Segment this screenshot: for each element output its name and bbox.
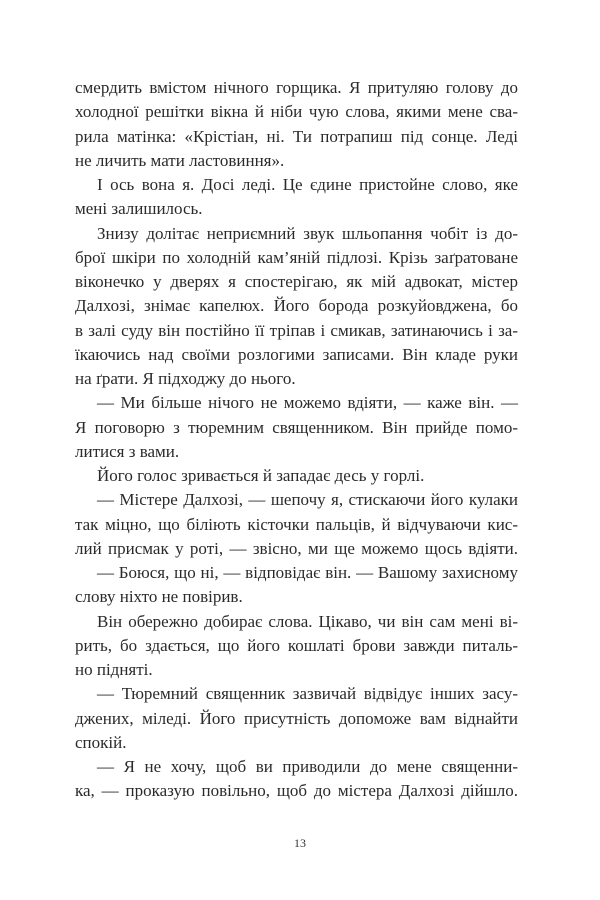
page-number: 13: [294, 836, 306, 850]
book-page-text: [75, 76, 518, 804]
text-line: мені залишилось.: [75, 199, 203, 219]
text-line: брої шкіри по холодній кам’яній підлозі. Крізь заґратоване: [75, 247, 518, 267]
text-line: Він обережно добирає слова. Цікаво, чи він сам мені ві-: [97, 611, 518, 631]
text-line: Я поговорю з тюремним священником. Він прийде помо-: [75, 417, 518, 437]
text-line: так міцно, що біліють кісточки пальців, й відчуваючи кис-: [75, 514, 518, 534]
text-line: смердить вмістом нічного горщика. Я притуляю голову до: [75, 78, 518, 97]
text-line: віконечко у дверях я спостерігаю, як мій адвокат, містер: [75, 272, 518, 291]
text-line: на ґрати. Я підходжу до нього.: [75, 369, 296, 388]
text-line: холодної решітки вікна й ніби чую слова, якими мене сва-: [75, 102, 518, 122]
text-line: — Містере Далхозі, — шепочу я, стискаючи його кулаки: [97, 490, 518, 510]
text-line: не личить мати ластовиння».: [75, 150, 285, 170]
text-line: но підняті.: [75, 660, 153, 679]
text-line: їкаючись над своїми розлогими записами. Він кладе руки: [75, 344, 518, 364]
text-line: слову ніхто не повірив.: [75, 587, 243, 607]
text-line: І ось вона я. Досі леді. Це єдине пристойне слово, яке: [97, 175, 518, 194]
text-line: лий присмак у роті, — звісно, ми ще можемо щось вдіяти.: [75, 538, 518, 558]
text-line: джених, міледі. Його присутність допоможе вам віднайти: [75, 708, 518, 728]
text-line: — Ми більше нічого не можемо вдіяти, — каже він. —: [97, 393, 518, 413]
text-line: рить, бо здається, що його кошлаті брови завжди питаль-: [75, 635, 518, 655]
text-line: Далхозі, знімає капелюх. Його борода розкуйовджена, бо: [75, 296, 518, 316]
text-line: литися з вами.: [75, 441, 180, 461]
text-line: спокій.: [75, 732, 127, 752]
text-line: — Боюся, що ні, — відповідає він. — Вашому захисному: [97, 563, 518, 582]
text-line: — Тюремний священник зазвичай відвідує інших засу-: [97, 684, 518, 704]
text-line: рила матінка: «Крістіан, ні. Ти потрапиш під сонце. Леді: [75, 126, 518, 146]
text-line: Його голос зривається й западає десь у горлі.: [97, 466, 425, 485]
text-line: Знизу долітає неприємний звук шльопання чобіт із до-: [97, 223, 518, 243]
text-line: в залі суду він постійно її тріпав і смикав, затинаючись і за-: [75, 320, 518, 340]
text-line: ка, — проказую повільно, щоб до містера Далхозі дійшло.: [75, 781, 518, 801]
text-line: — Я не хочу, щоб ви приводили до мене священни-: [97, 757, 518, 776]
